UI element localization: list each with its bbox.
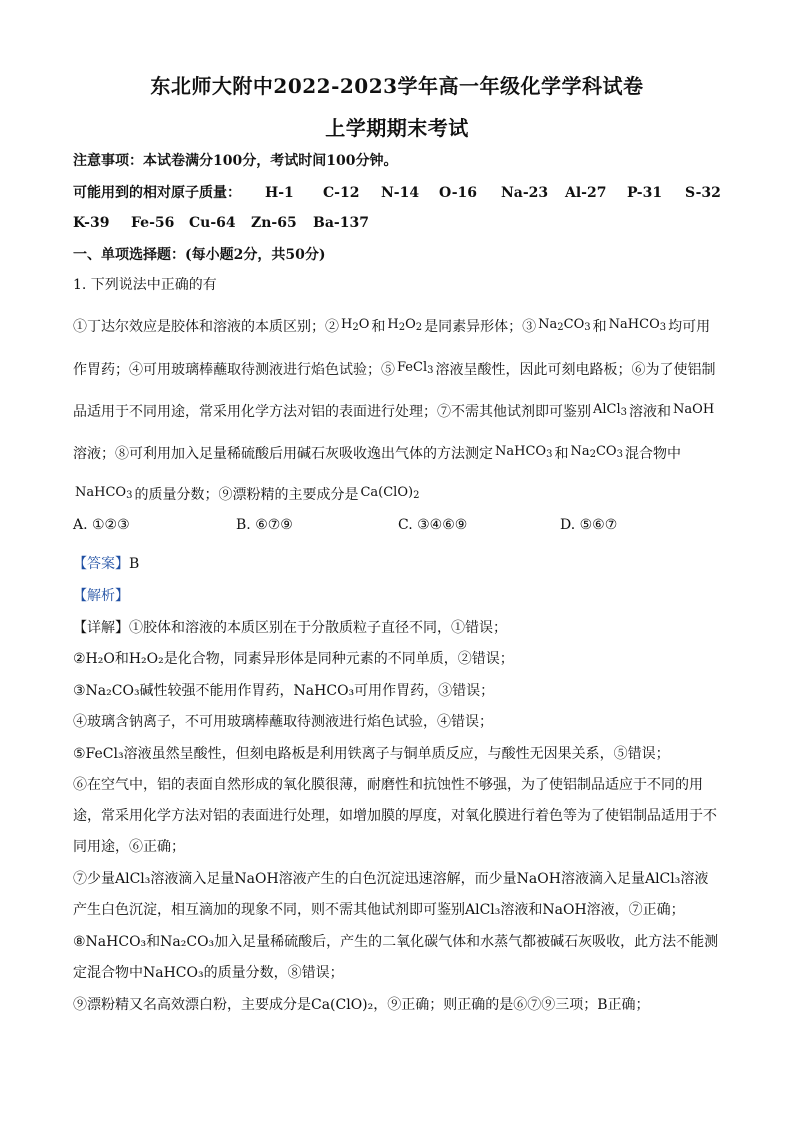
atom-mass: P-31	[627, 185, 663, 201]
detail-line: ⑦少量AlCl₃溶液滴入足量NaOH溶液产生的白色沉淀迅速溶解，而少量NaOH溶液滴入足量AlCl₃溶液	[73, 871, 709, 887]
section-heading: 一、单项选择题：(每小题2分，共50分)	[73, 247, 326, 263]
stem-text: 均可用	[668, 319, 711, 335]
formula-fecl3: FeCl$_3$	[397, 360, 434, 376]
stem-text: 和	[592, 319, 607, 335]
atom-mass: K-39	[73, 215, 110, 231]
formula-caclo2: $Ca(ClO)_2$	[360, 485, 420, 501]
answer-line	[73, 553, 733, 575]
answer-options	[73, 514, 733, 536]
formula-alcl3: AlCl$_3$	[593, 402, 628, 418]
atom-mass: H-1	[265, 185, 294, 201]
formula-nahco3: NaHCO$_3$	[75, 485, 133, 501]
stem-text: 品适用于不同用途，常采用化学方法对铝的表面进行处理；⑦不需其他试剂即可鉴别	[73, 404, 591, 420]
detail-line: 【详解】①胶体和溶液的本质区别在于分散质粒子直径不同，①错误；	[73, 620, 507, 636]
stem-text: 溶液呈酸性，因此可刻电路板；⑥为了使铝制	[435, 362, 716, 378]
stem-line-4	[73, 441, 733, 466]
atomic-masses-row-2	[73, 212, 733, 234]
detail-line: 产生白色沉淀，相互滴加的现象不同，则不需其他试剂即可鉴别AlCl₃溶液和NaOH溶液，⑦正确；	[73, 902, 685, 918]
formula-na2co3: $Na_2CO_3$	[538, 317, 591, 333]
detail-line: ⑧NaHCO₃和Na₂CO₃加入足量稀硫酸后，产生的二氧化碳气体和水蒸气都被碱石灰吸收，此方法不能测	[73, 934, 719, 950]
atom-mass: Fe-56	[131, 215, 175, 231]
option-d: D. ⑤⑥⑦	[560, 517, 618, 533]
stem-text: 和	[371, 319, 386, 335]
formula-h2o2: $H_2O_2$	[387, 317, 423, 333]
detail-line: ⑤FeCl₃溶液虽然呈酸性，但刻电路板是利用铁离子与铜单质反应，与酸性无因果关系，⑤错误；	[73, 746, 670, 762]
atom-mass: S-32	[685, 185, 721, 201]
detail-line: ⑥在空气中，铝的表面自然形成的氧化膜很薄，耐磨性和抗蚀性不够强，为了使铝制品适应于不同的用	[73, 777, 703, 793]
atom-mass: C-12	[323, 185, 360, 201]
stem-text: 和	[554, 446, 569, 462]
formula-h2o: $H_2O$	[341, 317, 370, 333]
analysis-tag: 【解析】	[73, 588, 129, 604]
detail-line: 同用途，⑥正确；	[73, 839, 185, 855]
detail-line: ②H₂O和H₂O₂是化合物，同素异形体是同种元素的不同单质，②错误；	[73, 651, 514, 667]
stem-line-1	[73, 314, 733, 339]
atom-mass: O-16	[439, 185, 478, 201]
atom-mass: Cu-64	[189, 215, 236, 231]
formula-na2co3: $Na_2CO_3$	[570, 444, 623, 460]
detail-line: ⑨漂粉精又名高效漂白粉，主要成分是Ca(ClO)₂，⑨正确；则正确的是⑥⑦⑨三项；B正确；	[73, 997, 650, 1013]
stem-text: 溶液；⑧可利用加入足量稀硫酸后用碱石灰吸收逸出气体的方法测定	[73, 446, 493, 462]
option-c: C. ③④⑥⑨	[398, 517, 468, 533]
detail-line: ④玻璃含钠离子，不可用玻璃棒蘸取待测液进行焰色试验，④错误；	[73, 714, 493, 730]
stem-text: 溶液和	[629, 404, 672, 420]
answer-tag: 【答案】	[73, 556, 129, 572]
exam-subtitle: 上学期期末考试	[325, 116, 469, 140]
option-a: A. ①②③	[73, 517, 130, 533]
formula-naoh: NaOH	[673, 402, 715, 417]
stem-line-2	[73, 357, 733, 382]
answer-value: B	[129, 556, 140, 572]
atoms-label: 可能用到的相对原子质量：	[73, 185, 241, 201]
exam-title: 东北师大附中2022-2023学年高一年级化学学科试卷	[150, 74, 644, 98]
formula-nahco3: NaHCO$_3$	[608, 317, 667, 333]
atom-mass: Zn-65	[251, 215, 297, 231]
atomic-masses-row-1	[73, 182, 733, 204]
stem-text: ①丁达尔效应是胶体和溶液的本质区别；②	[73, 319, 339, 335]
atom-mass: Na-23	[501, 185, 549, 201]
atom-mass: Ba-137	[313, 215, 369, 231]
formula-nahco3: NaHCO$_3$	[495, 444, 553, 460]
stem-text: 的质量分数；⑨漂粉精的主要成分是	[134, 487, 359, 503]
stem-line-5	[73, 482, 733, 507]
question-number: 1. 下列说法中正确的有	[73, 277, 217, 293]
atom-mass: Al-27	[565, 185, 607, 201]
stem-text: 是同素异形体；③	[424, 319, 537, 335]
option-b: B. ⑥⑦⑨	[236, 517, 293, 533]
atom-mass: N-14	[381, 185, 420, 201]
stem-text: 混合物中	[624, 446, 681, 462]
stem-text: 作胃药；④可用玻璃棒蘸取待测液进行焰色试验；⑤	[73, 362, 395, 378]
detail-line: ③Na₂CO₃碱性较强不能用作胃药，NaHCO₃可用作胃药，③错误；	[73, 683, 495, 699]
notice: 注意事项：本试卷满分100分，考试时间100分钟。	[73, 153, 398, 169]
detail-line: 定混合物中NaHCO₃的质量分数，⑧错误；	[73, 965, 344, 981]
detail-line: 途，常采用化学方法对铝的表面进行处理，如增加膜的厚度，对氧化膜进行着色等为了使铝制品适用于不	[73, 808, 717, 824]
stem-line-3	[73, 399, 733, 424]
